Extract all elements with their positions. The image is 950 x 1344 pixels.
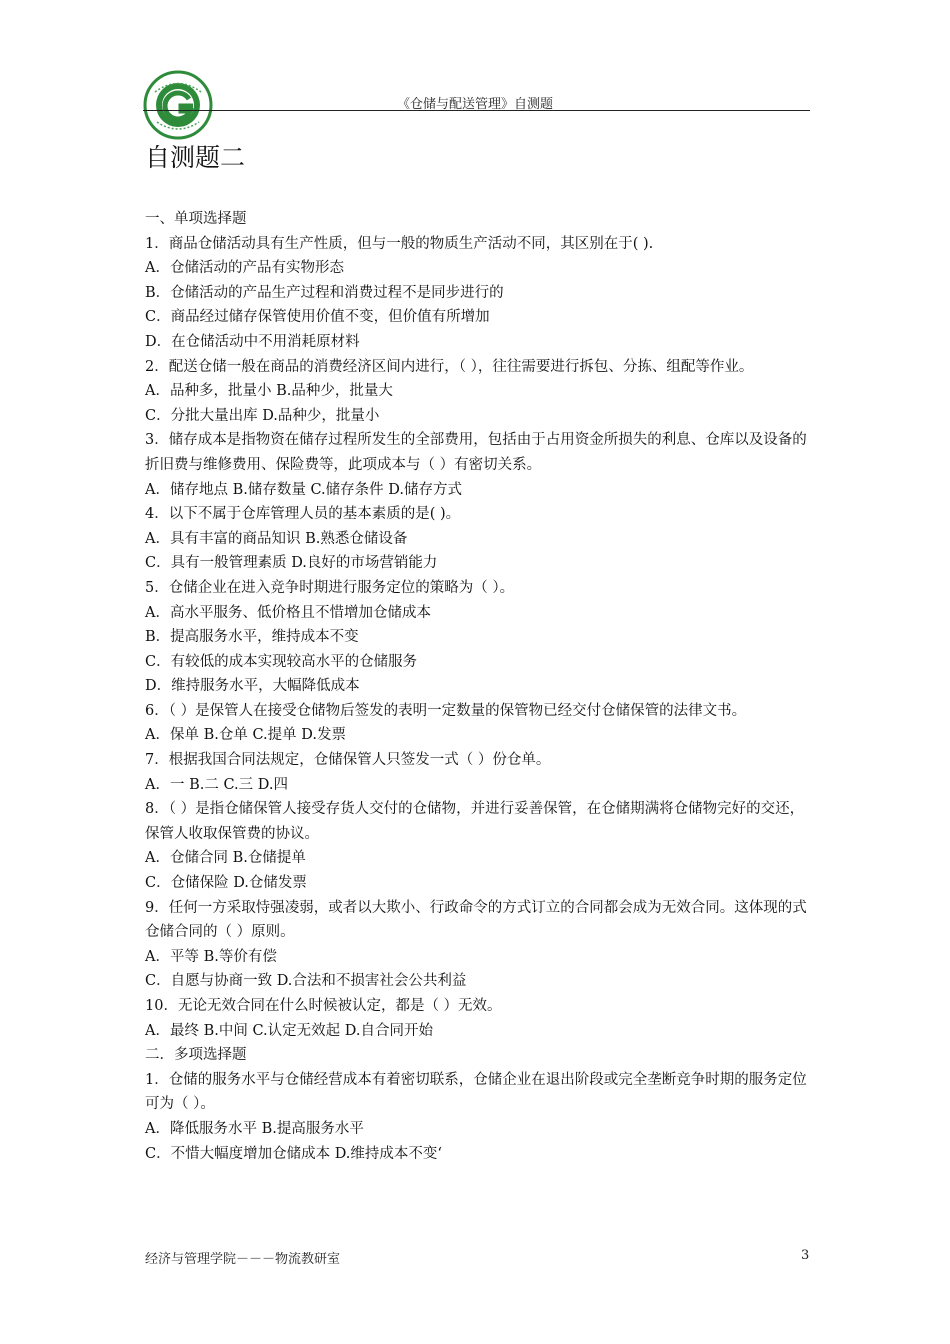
question-stem: 10．无论无效合同在什么时候被认定，都是（ ）无效。: [145, 998, 502, 1014]
question-stem: 1．仓储的服务水平与仓储经营成本有着密切联系，仓储企业在退出阶段或完全垄断竞争时期的服务定位可为（ ）。: [145, 1071, 807, 1113]
question-option: C．具有一般管理素质 D.良好的市场营销能力: [145, 555, 438, 572]
question-stem: 4．以下不属于仓库管理人员的基本素质的是( )。: [145, 506, 461, 523]
question-option: C．仓储保险 D.仓储发票: [145, 875, 307, 892]
section-heading: 一、单项选择题: [145, 211, 247, 227]
question-option: A．平等 B.等价有偿: [145, 948, 277, 965]
header-rule: [143, 110, 810, 111]
question-stem: 2．配送仓储一般在商品的消费经济区间内进行，（ ），往往需要进行拆包、分拣、组配等作业。: [145, 358, 754, 375]
question-option: A．储存地点 B.储存数量 C.储存条件 D.储存方式: [145, 481, 462, 498]
question-option: D．在仓储活动中不用消耗原材料: [145, 333, 360, 350]
question-option: A．具有丰富的商品知识 B.熟悉仓储设备: [145, 530, 408, 547]
question-option: C．自愿与协商一致 D.合法和不损害社会公共利益: [145, 973, 467, 990]
question-option: C．不惜大幅度增加仓储成本 D.维持成本不变‘: [145, 1145, 443, 1162]
question-stem: 9．任何一方采取恃强凌弱，或者以大欺小、行政命令的方式订立的合同都会成为无效合同。这体现的式仓储合同的（ ）原则。: [145, 899, 807, 941]
question-stem: 3．储存成本是指物资在储存过程所发生的全部费用，包括由于占用资金所损失的利息、仓库以及设备的折旧费与维修费用、保险费等，此项成本与（ ）有密切关系。: [145, 432, 807, 473]
question-option: A．保单 B.仓单 C.提单 D.发票: [145, 727, 346, 744]
question-stem: 7．根据我国合同法规定，仓储保管人只签发一式（ ）份仓单。: [145, 752, 551, 769]
section-heading: 二．多项选择题: [145, 1047, 247, 1064]
question-option: D．维持服务水平，大幅降低成本: [145, 678, 360, 695]
page-title: 自测题二: [145, 143, 246, 172]
question-option: A．最终 B.中间 C.认定无效起 D.自合同开始: [145, 1022, 433, 1039]
question-option: B．仓储活动的产品生产过程和消费过程不是同步进行的: [145, 284, 504, 301]
question-option: A．一 B.二 C.三 D.四: [145, 776, 288, 793]
page-number: 3: [801, 1248, 810, 1263]
running-header-title: 《仓储与配送管理》自测题: [396, 97, 553, 112]
question-option: B．提高服务水平，维持成本不变: [145, 629, 359, 646]
question-option: A．仓储活动的产品有实物形态: [145, 260, 344, 277]
question-stem: 6．（ ）是保管人在接受仓储物后签发的表明一定数量的保管物已经交付仓储保管的法律文书。: [145, 702, 747, 719]
question-option: A．降低服务水平 B.提高服务水平: [145, 1120, 364, 1137]
question-option: C．有较低的成本实现较高水平的仓储服务: [145, 653, 418, 670]
footer-department: 经济与管理学院－－－物流教研室: [145, 1252, 341, 1267]
question-option: A．品种多，批量小 B.品种少，批量大: [145, 383, 393, 400]
question-stem: 8．（ ）是指仓储保管人接受存货人交付的仓储物，并进行妥善保管，在仓储期满将仓储物完好的交还，保管人收取保管费的协议。: [145, 801, 805, 842]
question-option: A．仓储合同 B.仓储提单: [145, 850, 306, 867]
question-stem: 5．仓储企业在进入竞争时期进行服务定位的策略为（ ）。: [145, 579, 515, 596]
question-option: C．商品经过储存保管使用价值不变，但价值有所增加: [145, 309, 490, 326]
question-option: A．高水平服务、低价格且不惜增加仓储成本: [145, 604, 431, 621]
document-body: [145, 207, 815, 1166]
question-option: C．分批大量出库 D.品种少，批量小: [145, 407, 380, 424]
question-stem: 1．商品仓储活动具有生产性质，但与一般的物质生产活动不同，其区别在于( ).: [145, 235, 654, 252]
